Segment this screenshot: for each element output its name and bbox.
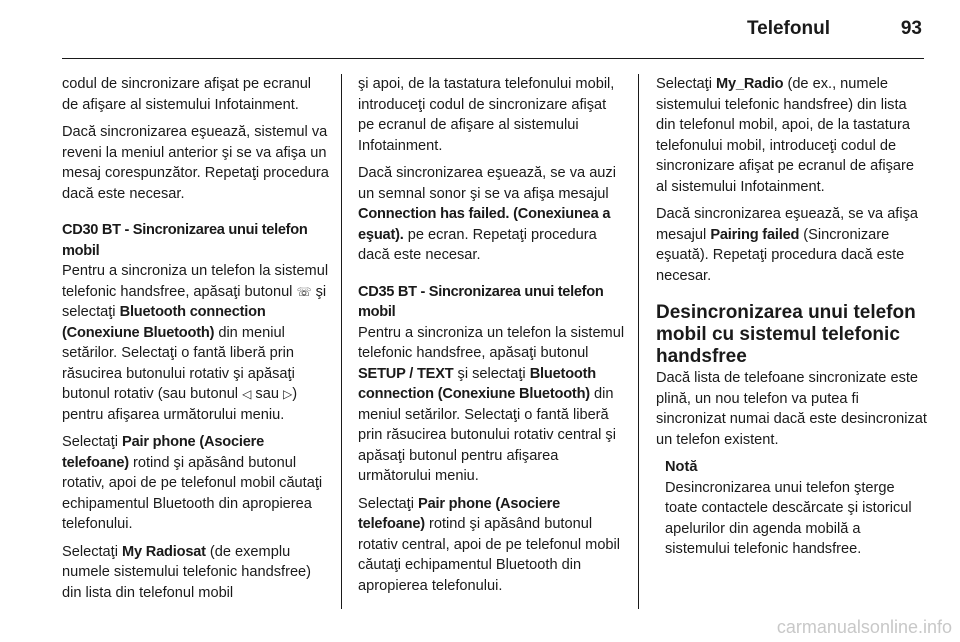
paragraph: Selectaţi Pair phone (Asociere telefoane) rotind şi apăsând butonul rotativ central, apoi de pe telefonul mobil căutaţi echipamentul Bluetooth din apropierea telefonului.: [358, 495, 621, 594]
section-heading-cd30: CD30 BT - Sincronizarea unui telefon mobil: [62, 222, 308, 259]
menu-item-ref: Pair phone (Asociere telefoane): [62, 434, 265, 471]
device-name-ref: My Radiosat: [122, 543, 206, 560]
menu-item-ref: Pair phone (Asociere telefoane): [358, 495, 561, 532]
column-divider-1: [341, 74, 342, 609]
watermark: carmanualsonline.info: [776, 617, 952, 637]
column-1: [62, 74, 330, 610]
chapter-title: Telefonul: [746, 18, 830, 39]
page-header: [0, 0, 960, 56]
paragraph: Pentru a sincroniza un telefon la sistemul telefonic handsfree, apăsaţi butonul ☏ şi selectaţi Bluetooth connection (Conexiune Bluetooth) din meniul setărilor. Selectaţi o fantă liberă prin răsucirea butonului rotativ şi apăsaţi butonul rotativ (sau butonul ◁ sau ▷) pentru afişarea următorului meniu.: [62, 263, 329, 423]
section-heading-cd35: CD35 BT - Sincronizarea unui telefon mobil: [358, 283, 604, 320]
paragraph: Dacă sincronizarea eşuează, se va afişa mesajul Pairing failed (Sincronizare eşuată). Repetaţi procedura dacă este necesar.: [656, 206, 919, 284]
note-title: Notă: [665, 459, 698, 475]
phone-settings-icon: ☏: [296, 284, 312, 299]
paragraph: Dacă sincronizarea eşuează, se va auzi un semnal sonor şi se va afişa mesajul Connection has failed. (Conexiunea a eşuat). pe ecran. Repetaţi procedura dacă este necesar.: [358, 165, 616, 263]
device-name-ref: My_Radio: [716, 76, 784, 92]
paragraph: Dacă sincronizarea eşuează, sistemul va reveni la meniul anterior şi se va afişa un mesaj corespunzător. Repetaţi procedura dacă este necesar.: [62, 124, 329, 202]
note-box: [665, 457, 928, 560]
paragraph: codul de sincronizare afişat pe ecranul de afişare al sistemului Infotainment.: [62, 76, 312, 113]
section-heading-unpair: Desincronizarea unui telefon mobil cu sistemul telefonic handsfree: [656, 302, 916, 367]
page-number: 93: [900, 18, 922, 39]
paragraph: Selectaţi Pair phone (Asociere telefoane) rotind şi apăsând butonul rotativ, apoi de pe telefonul mobil căutaţi echipamentul Bluetooth din apropierea telefonului.: [62, 434, 323, 532]
button-ref: SETUP / TEXT: [358, 365, 454, 382]
note-text: Desincronizarea unui telefon şterge toate contactele descărcate şi istoricul apelurilor din agenda mobilă a sistemului telefonic handsfree.: [665, 479, 912, 557]
message-ref: Pairing failed: [710, 226, 800, 243]
paragraph: Dacă lista de telefoane sincronizate este plină, un nou telefon va putea fi sincronizat numai dacă este desincronizat un telefon existent.: [656, 370, 927, 448]
paragraph: Selectaţi My_Radio (de ex., numele sistemului telefonic handsfree) din lista din telefonul mobil, apoi, de la tastatura telefonului mobil, introduceţi codul de sincronizare afişat pe ecranul de afişare al sistemului Infotainment.: [656, 76, 914, 195]
menu-item-ref: Bluetooth connection (Conexiune Bluetooth): [62, 304, 266, 341]
column-divider-2: [638, 74, 639, 609]
message-ref: Connection has failed. (Conexiunea a eşuat).: [358, 206, 611, 243]
paragraph: şi apoi, de la tastatura telefonului mobil, introduceţi codul de sincronizare afişat pe ecranul de afişare al sistemului Infotainment.: [358, 76, 615, 154]
left-arrow-icon: ◁: [242, 387, 252, 401]
menu-item-ref: Bluetooth connection (Conexiune Bluetooth): [358, 365, 597, 402]
column-2: [358, 74, 626, 603]
paragraph: Pentru a sincroniza un telefon la sistemul telefonic handsfree, apăsaţi butonul SETUP / TEXT şi selectaţi Bluetooth connection (Conexiune Bluetooth) din meniul setărilor. Selectaţi o fantă liberă prin răsucirea butonului rotativ central şi apăsaţi butonul pentru afişarea următorului meniu.: [358, 324, 625, 484]
right-arrow-icon: ▷: [283, 387, 293, 401]
column-3: [656, 74, 928, 567]
header-rule: [62, 58, 924, 59]
paragraph: Selectaţi My Radiosat (de exemplu numele sistemului telefonic handsfree) din lista din telefonul mobil: [62, 543, 312, 601]
